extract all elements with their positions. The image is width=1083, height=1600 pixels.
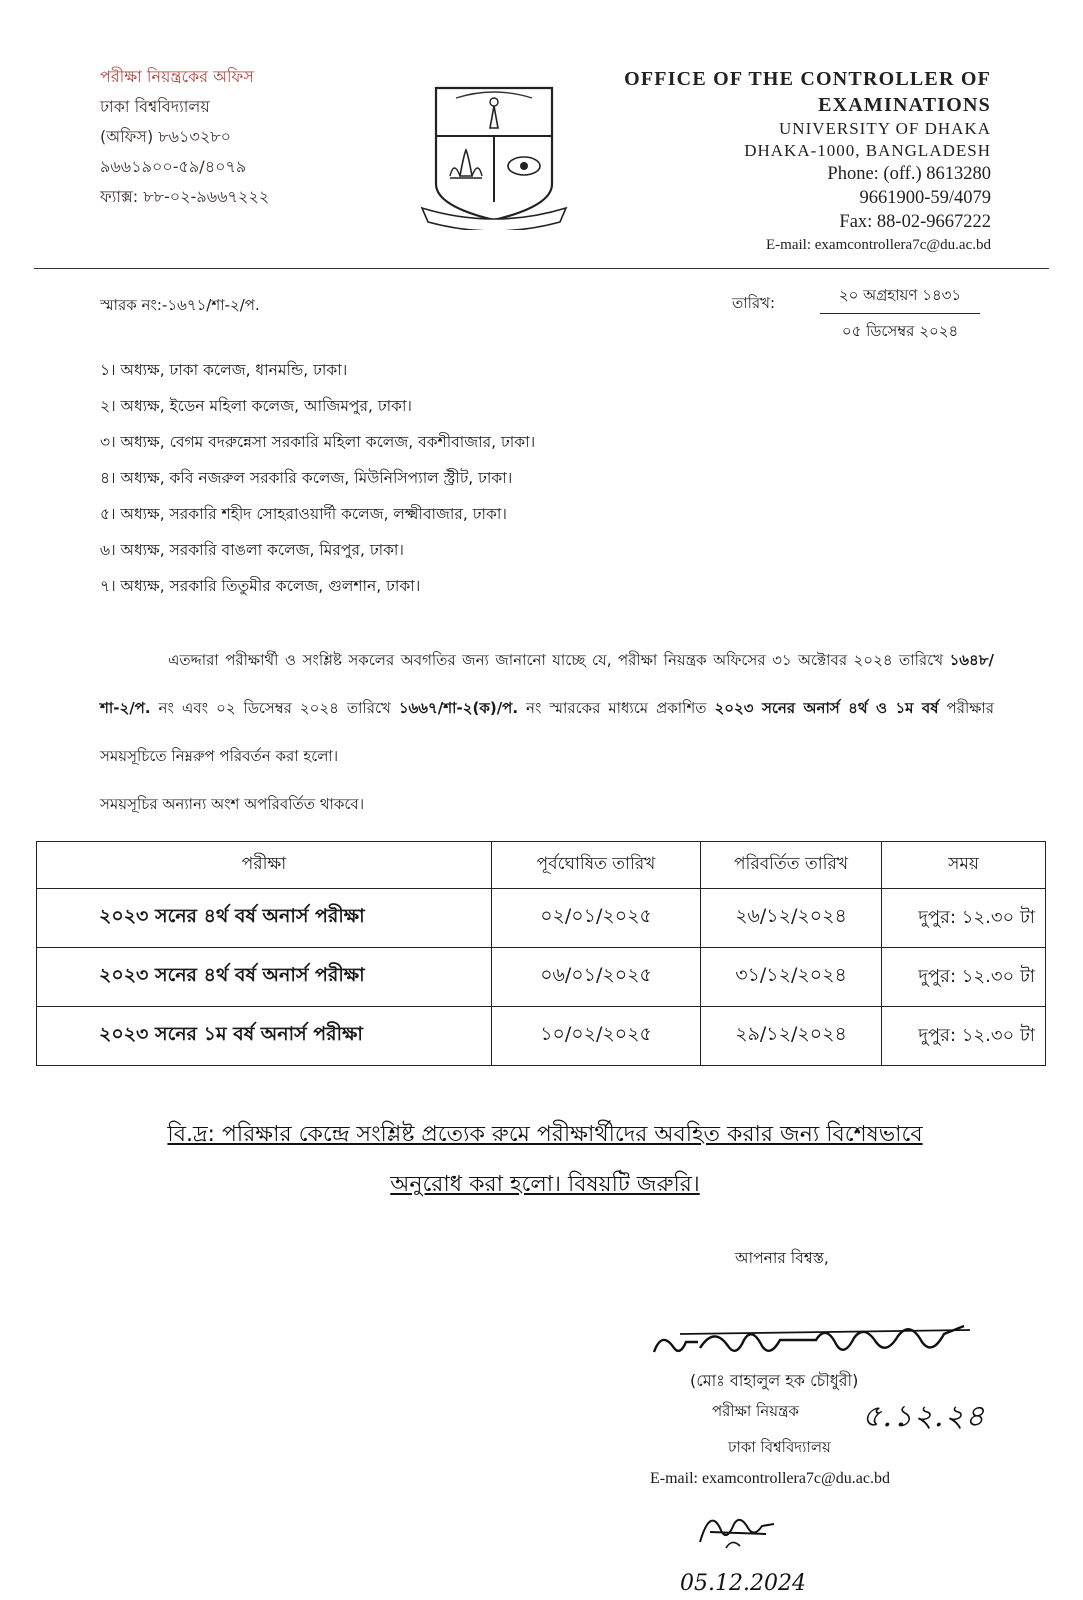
closing: আপনার বিশ্বস্ত, xyxy=(735,1249,829,1267)
cell-time: দুপুর: ১২.৩০ টা xyxy=(882,889,1046,948)
signatory-name: (মোঃ বাহালুল হক চৌধুরী) xyxy=(690,1371,859,1390)
recipient-item: ৭। অধ্যক্ষ, সরকারি তিতুমীর কলেজ, গুলশান, ঢাকা। xyxy=(100,577,421,595)
recipient-item: ২। অধ্যক্ষ, ইডেন মহিলা কলেজ, আজিমপুর, ঢাকা। xyxy=(100,397,412,415)
en-office-title: OFFICE OF THE CONTROLLER OF xyxy=(624,68,991,90)
schedule-table xyxy=(36,841,1046,1066)
notice-line-1: বি.দ্র: পরিক্ষার কেন্দ্রে সংশ্লিষ্ট প্রত্যেক রুমে পরীক্ষার্থীদের অবহিত করার জন্য বিশেষভাবে xyxy=(167,1122,923,1147)
recipient-item: ৪। অধ্যক্ষ, কবি নজরুল সরকারি কলেজ, মিউনিসিপ্যাল স্ট্রীট, ঢাকা। xyxy=(100,469,513,487)
header-exam: পরীক্ষা xyxy=(37,842,492,889)
signatory-title: পরীক্ষা নিয়ন্ত্রক xyxy=(712,1402,799,1420)
body-text: পরীক্ষার সময়সূচিতে নিম্নরুপ পরিবর্তন করা হলো। xyxy=(100,699,994,765)
cell-previous-date: ১০/০২/২০২৫ xyxy=(492,1007,701,1066)
date-english: ০৫ ডিসেম্বর ২০২৪ xyxy=(841,322,959,340)
body-text: নং এবং ০২ ডিসেম্বর ২০২৪ তারিখে xyxy=(150,699,399,717)
header-previous-date: পূর্বঘোষিত তারিখ xyxy=(492,842,701,889)
table-row xyxy=(37,1007,1046,1066)
cell-changed-date: ২৯/১২/২০২৪ xyxy=(701,1007,882,1066)
handwritten-initials xyxy=(670,1498,830,1598)
en-email: E-mail: examcontrollera7c@du.ac.bd xyxy=(766,237,991,253)
cell-previous-date: ০২/০১/২০২৫ xyxy=(492,889,701,948)
notice-body xyxy=(100,636,994,828)
cell-previous-date: ০৬/০১/২০২৫ xyxy=(492,948,701,1007)
en-fax: Fax: 88-02-9667222 xyxy=(839,212,991,232)
bn-fax: ফ্যাক্স: ৮৮-০২-৯৬৬৭২২২ xyxy=(100,187,270,206)
header-divider xyxy=(34,268,1049,269)
recipient-item: ৬। অধ্যক্ষ, সরকারি বাঙলা কলেজ, মিরপুর, ঢাকা। xyxy=(100,541,404,559)
table-row xyxy=(37,948,1046,1007)
cell-exam: ২০২৩ সনের ১ম বর্ষ অনার্স পরীক্ষা xyxy=(37,1007,492,1066)
special-notice xyxy=(60,1110,1030,1210)
header-changed-date: পরিবর্তিত তারিখ xyxy=(701,842,882,889)
cell-time: দুপুর: ১২.৩০ টা xyxy=(882,948,1046,1007)
cell-time: দুপুর: ১২.৩০ টা xyxy=(882,1007,1046,1066)
cell-exam: ২০২৩ সনের ৪র্থ বর্ষ অনার্স পরীক্ষা xyxy=(37,948,492,1007)
signatory-email: E-mail: examcontrollera7c@du.ac.bd xyxy=(650,1470,890,1487)
handwritten-signature xyxy=(640,1312,980,1372)
memo-date xyxy=(820,282,980,345)
body-paragraph-2: সময়সূচির অন্যান্য অংশ অপরিবর্তিত থাকবে। xyxy=(100,795,365,813)
bn-office-title: পরীক্ষা নিয়ন্ত্রকের অফিস xyxy=(100,67,254,86)
recipient-item: ৩। অধ্যক্ষ, বেগম বদরুন্নেসা সরকারি মহিলা কলেজ, বকশীবাজার, ঢাকা। xyxy=(100,433,536,451)
table-row xyxy=(37,889,1046,948)
bangla-office-header xyxy=(100,62,269,212)
en-phone: Phone: (off.) 8613280 xyxy=(827,164,991,184)
recipient-item: ১। অধ্যক্ষ, ঢাকা কলেজ, ধানমন্ডি, ঢাকা। xyxy=(100,361,348,379)
cell-changed-date: ২৬/১২/২০২৪ xyxy=(701,889,882,948)
signatory-org: ঢাকা বিশ্ববিদ্যালয় xyxy=(728,1438,831,1456)
notice-line-2: অনুরোধ করা হলো। বিষয়টি জরুরি। xyxy=(390,1172,700,1197)
body-text: এতদ্দারা পরীক্ষার্থী ও সংশ্লিষ্ট সকলের অবগতির জন্য জানানো যাচ্ছে যে, পরীক্ষা নিয়ন্ত্রক অফিসের ৩১ অক্টোবর ২০২৪ তারিখে xyxy=(168,651,950,669)
exam-year-ref: ২০২৩ সনের অনার্স ৪র্থ ও ১ম বর্ষ xyxy=(714,699,939,717)
recipients-list xyxy=(100,352,535,604)
cell-exam: ২০২৩ সনের ৪র্থ বর্ষ অনার্স পরীক্ষা xyxy=(37,889,492,948)
university-logo xyxy=(420,80,568,230)
bn-office-phone: (অফিস) ৮৬১৩২৮০ xyxy=(100,127,232,146)
handwritten-date: ৫.১২.২৪ xyxy=(862,1399,986,1434)
initials-date: 05.12.2024 xyxy=(680,1571,806,1596)
en-university-name: UNIVERSITY OF DHAKA xyxy=(779,119,991,138)
header-time: সময় xyxy=(882,842,1046,889)
body-paragraph xyxy=(100,636,994,780)
memo-ref-1: ১৬৪৮/শা-২/প. xyxy=(100,651,994,717)
body-text: নং স্মারকের মাধ্যমে প্রকাশিত xyxy=(518,699,715,717)
bn-university-name: ঢাকা বিশ্ববিদ্যালয় xyxy=(100,97,210,116)
en-phone-numbers: 9661900-59/4079 xyxy=(859,188,991,208)
cell-changed-date: ৩১/১২/২০২৪ xyxy=(701,948,882,1007)
en-office-title-2: EXAMINATIONS xyxy=(818,94,991,116)
date-label: তারিখ: xyxy=(732,294,776,312)
english-office-header xyxy=(624,66,991,256)
date-bangla: ২০ অগ্রহায়ণ ১৪৩১ xyxy=(820,282,980,314)
table-header-row xyxy=(37,842,1046,889)
memo-number: স্মারক নং:-১৬৭১/শা-২/প. xyxy=(100,296,260,314)
recipient-item: ৫। অধ্যক্ষ, সরকারি শহীদ সোহরাওয়ার্দী কলেজ, লক্ষ্মীবাজার, ঢাকা। xyxy=(100,505,507,523)
bn-phone-numbers: ৯৬৬১৯০০-৫৯/৪০৭৯ xyxy=(100,157,247,176)
memo-ref-2: ১৬৬৭/শা-২(ক)/প. xyxy=(398,699,519,717)
en-address: DHAKA-1000, BANGLADESH xyxy=(744,141,991,160)
